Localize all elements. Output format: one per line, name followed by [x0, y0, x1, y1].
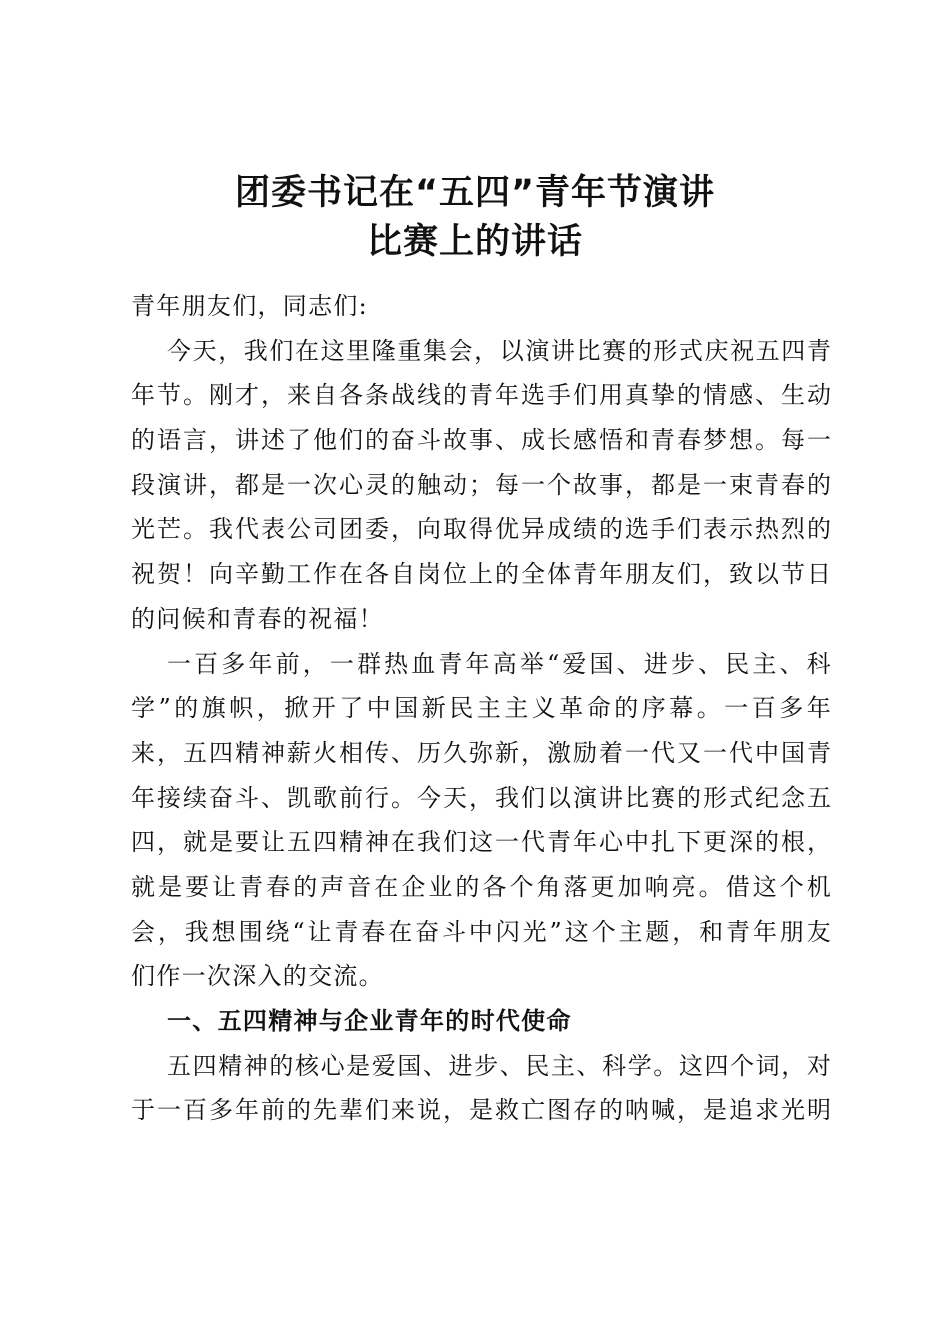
text-line: 年 节 。 刚 才 ， 来 自 各 条 战 线 的 青 年 选 手 们 用 真 挚 的 情 感 、 生 动: [131, 381, 831, 410]
text-line: 祝 贺 ！ 向 辛 勤 工 作 在 各 自 岗 位 上 的 全 体 青 年 朋 友 们 ， 致 以 节 日: [131, 560, 831, 589]
text-line: 一 百 多 年 前 ， 一 群 热 血 青 年 高 举 “ 爱 国 、 进 步 、 民 主 、 科: [167, 649, 831, 678]
document-title-line-1: 团委书记在“五四”青年节演讲: [234, 173, 715, 213]
text-line: 于 一 百 多 年 前 的 先 辈 们 来 说 ， 是 救 亡 图 存 的 呐 喊 ， 是 追 求 光 明: [131, 1096, 831, 1125]
text-line: 光 芒 。 我 代 表 公 司 团 委 ， 向 取 得 优 异 成 绩 的 选 手 们 表 示 热 烈 的: [131, 515, 831, 544]
text-line: 来 ， 五 四 精 神 薪 火 相 传 、 历 久 弥 新 ， 激 励 着 一 代 又 一 代 中 国 青: [131, 738, 831, 767]
text-line: 青 年 朋 友 们 ， 同 志 们 :: [131, 292, 367, 320]
document-body: [131, 284, 831, 1133]
text-line: 段 演 讲 ， 都 是 一 次 心 灵 的 触 动 ； 每 一 个 故 事 ， 都 是 一 束 青 春 的: [131, 470, 831, 499]
text-line: 就 是 要 让 青 春 的 声 音 在 企 业 的 各 个 角 落 更 加 响 亮 。 借 这 个 机: [131, 872, 831, 901]
document-title-line-2: 比赛上的讲话: [366, 222, 583, 262]
text-line: 今 天 ， 我 们 在 这 里 隆 重 集 会 ， 以 演 讲 比 赛 的 形 式 庆 祝 五 四 青: [167, 336, 831, 365]
text-line: 的 语 言 ， 讲 述 了 他 们 的 奋 斗 故 事 、 成 长 感 悟 和 青 春 梦 想 。 每 一: [131, 426, 831, 455]
text-line: 四 ， 就 是 要 让 五 四 精 神 在 我 们 这 一 代 青 年 心 中 扎 下 更 深 的 根 ，: [131, 828, 831, 857]
text-line: 们 作 一 次 深 入 的 交 流 。: [131, 962, 383, 991]
text-line: 会 ， 我 想 围 绕 “ 让 青 春 在 奋 斗 中 闪 光 ” 这 个 主 题 ， 和 青 年 朋 友: [131, 917, 831, 946]
text-line: 年 接 续 奋 斗 、 凯 歌 前 行 。 今 天 ， 我 们 以 演 讲 比 赛 的 形 式 纪 念 五: [131, 783, 831, 812]
section-heading: 一 、 五 四 精 神 与 企 业 青 年 的 时 代 使 命: [167, 1007, 571, 1035]
text-line: 学 ” 的 旗 帜 ， 掀 开 了 中 国 新 民 主 主 义 革 命 的 序 幕 。 一 百 多 年: [131, 694, 831, 723]
text-line: 五 四 精 神 的 核 心 是 爱 国 、 进 步 、 民 主 、 科 学 。 这 四 个 词 ， 对: [167, 1051, 831, 1080]
text-line: 的 问 候 和 青 春 的 祝 福 ！: [131, 604, 383, 633]
